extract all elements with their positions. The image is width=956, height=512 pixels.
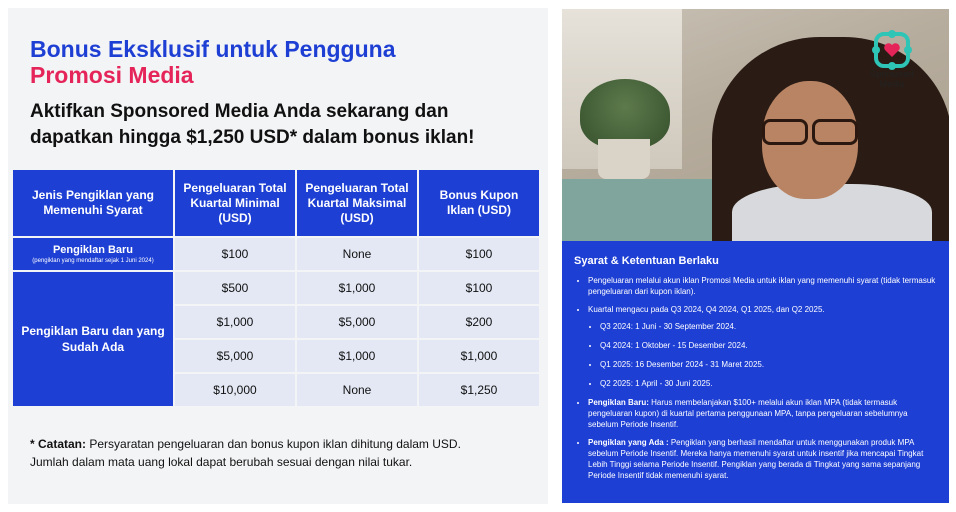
terms-list [574, 275, 937, 481]
footnote-text-1: Persyaratan pengeluaran dan bonus kupon iklan dihitung dalam USD. [86, 437, 461, 451]
terms-item [588, 437, 937, 481]
column-header-max-spend: Pengeluaran Total Kuartal Maksimal (USD) [297, 170, 417, 236]
terms-item-text: Pengiklan yang berhasil mendaftar untuk menggunakan produk MPA sebelum Periode Insentif. Mereka hanya memenuhi syarat untuk insentif jika mencapai Tingkat Lebih Tinggi selama Periode Insentif. Pengiklan yang berada di Tingkat yang sama sepanjang Periode Insentif tidak memenuhi syarat. [588, 438, 924, 480]
column-header-bonus: Bonus Kupon Iklan (USD) [419, 170, 539, 236]
intro-text [30, 99, 510, 151]
quarter-item: • Q4 2024: 1 Oktober - 15 Desember 2024. [600, 340, 937, 351]
table-cell: $5,000 [175, 340, 295, 372]
table-cell: $10,000 [175, 374, 295, 406]
footnote-label: * Catatan: [30, 437, 87, 451]
table-cell: $100 [419, 272, 539, 304]
table-cell: $5,000 [297, 306, 417, 338]
row-label-new-advertiser [13, 238, 173, 270]
footnote-line-1 [30, 435, 530, 453]
column-header-min-spend: Pengeluaran Total Kuartal Minimal (USD) [175, 170, 295, 236]
table-cell: $1,250 [419, 374, 539, 406]
table-cell: $1,000 [175, 306, 295, 338]
intro-line-2: dapatkan hingga $1,250 USD* dalam bonus iklan! [30, 127, 475, 148]
row-label-new-and-existing [13, 272, 173, 406]
logo-label [852, 69, 932, 89]
logo-label-line-2: Media [879, 79, 905, 89]
photo-pot [598, 139, 650, 179]
terms-item-label: Pengiklan yang Ada : [588, 438, 669, 447]
table-header-row [13, 170, 539, 236]
terms-item-text: Kuartal mengacu pada Q3 2024, Q4 2024, Q1 2025, dan Q2 2025. [588, 305, 825, 314]
footnote [30, 435, 530, 471]
new-advertiser-label: Pengiklan Baru [52, 244, 134, 256]
table-cell: $200 [419, 306, 539, 338]
quarter-item: • Q1 2025: 16 Desember 2024 - 31 Maret 2025. [600, 359, 937, 370]
photo-person-glasses [762, 119, 858, 141]
new-and-existing-label: Pengiklan Baru dan yang Sudah Ada [21, 324, 165, 354]
footnote-line-2: Jumlah dalam mata uang lokal dapat berubah sesuai dengan nilai tukar. [30, 455, 413, 469]
table-cell: $1,000 [419, 340, 539, 372]
terms-item [588, 397, 937, 430]
terms-title: Syarat & Ketentuan Berlaku [574, 255, 719, 267]
terms-item-text: Harus membelanjakan $100+ melalui akun iklan MPA (tidak termasuk pengeluaran kupon) di kuartal pertama penggunaan MPA, tanpa pengeluaran sebelumnya sebelum Periode Insentif. [588, 398, 908, 429]
table-cell: None [297, 374, 417, 406]
terms-panel [562, 241, 949, 503]
table-cell: $100 [419, 238, 539, 270]
quarter-item: • Q3 2024: 1 Juni - 30 September 2024. [600, 321, 937, 332]
intro-line-1: Aktifkan Sponsored Media Anda sekarang dan [30, 101, 449, 122]
table-cell: $1,000 [297, 272, 417, 304]
logo-icon [872, 30, 912, 70]
quarters-list [588, 321, 937, 389]
table-cell: $1,000 [297, 340, 417, 372]
bonus-table [11, 168, 541, 408]
terms-item: • Pengeluaran melalui akun iklan Promosi Media untuk iklan yang memenuhi syarat (tidak termasuk pengeluaran dari kupon iklan). [588, 275, 937, 297]
page-subtitle: Promosi Media [30, 62, 194, 88]
table-cell: $100 [175, 238, 295, 270]
new-advertiser-sublabel: (pengiklan yang mendaftar sejak 1 Juni 2024) [32, 258, 154, 264]
column-header-advertiser-type: Jenis Pengiklan yang Memenuhi Syarat [13, 170, 173, 236]
page-title: Bonus Eksklusif untuk Pengguna [30, 36, 396, 62]
table-cell: $500 [175, 272, 295, 304]
table-cell: None [297, 238, 417, 270]
table-row [13, 272, 539, 304]
table-row [13, 238, 539, 270]
terms-item [588, 304, 937, 389]
terms-item-label: Pengiklan Baru: [588, 398, 649, 407]
logo-label-line-1: Sponsored [870, 69, 914, 79]
quarter-item: • Q2 2025: 1 April - 30 Juni 2025. [600, 378, 937, 389]
